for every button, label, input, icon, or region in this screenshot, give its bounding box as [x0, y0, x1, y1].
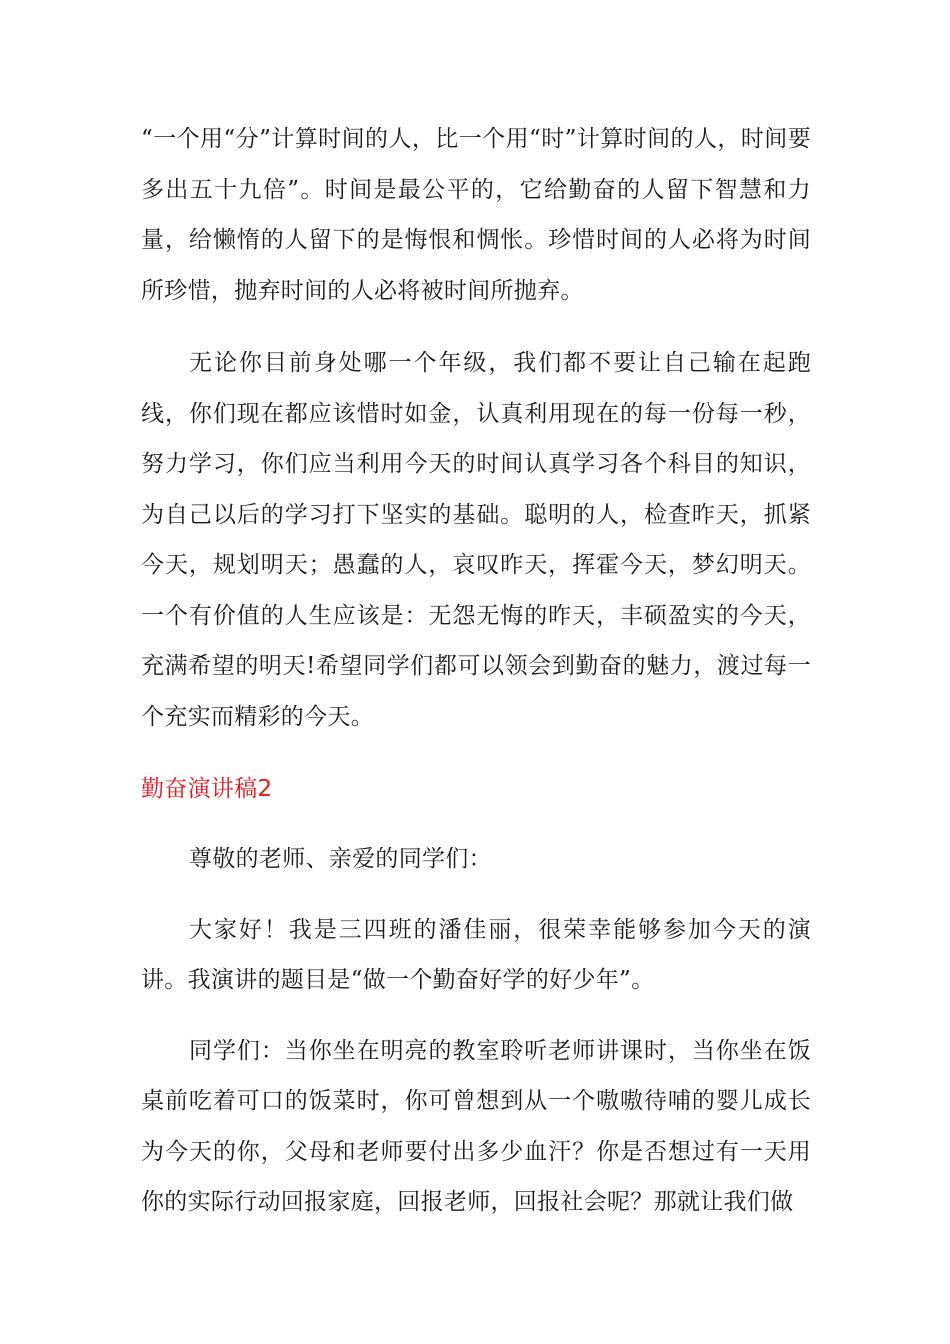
paragraph-greeting: 大家好！我是三四班的潘佳丽，很荣幸能够参加今天的演讲。我演讲的题目是“做一个勤奋好学的好少年”。 [141, 916, 811, 993]
document-page [141, 114, 811, 1228]
paragraph-classmates: 同学们：当你坐在明亮的教室聆听老师讲课时，当你坐在饭桌前吃着可口的饭菜时，你可曾想到从一个嗷嗷待哺的婴儿成长为今天的你，父母和老师要付出多少血汗？你是否想过有一天用你的实际行动回报家庭，回报老师，回报社会呢？那就让我们做 [141, 1037, 811, 1215]
paragraph-time-quote: “一个用“分”计算时间的人，比一个用“时”计算时间的人，时间要多出五十九倍”。时间是最公平的，它给勤奋的人留下智慧和力量，给懒惰的人留下的是悔恨和惆怅。珍惜时间的人必将为时间所珍惜，抛弃时间的人必将被时间所抛弃。 [141, 126, 811, 304]
salutation: 尊敬的老师、亲爱的同学们： [189, 846, 492, 872]
paragraph-study-diligently: 无论你目前身处哪一个年级，我们都不要让自己输在起跑线，你们现在都应该惜时如金，认真利用现在的每一份每一秒，努力学习，你们应当利用今天的时间认真学习各个科目的知识，为自己以后的学习打下坚实的基础。聪明的人，检查昨天，抓紧今天，规划明天；愚蠢的人，哀叹昨天，挥霍今天，梦幻明天。一个有价值的人生应该是：无怨无悔的昨天，丰硕盈实的今天，充满希望的明天!希望同学们都可以领会到勤奋的魅力，渡过每一个充实而精彩的今天。 [141, 350, 811, 730]
section-heading: 勤奋演讲稿2 [141, 776, 273, 802]
